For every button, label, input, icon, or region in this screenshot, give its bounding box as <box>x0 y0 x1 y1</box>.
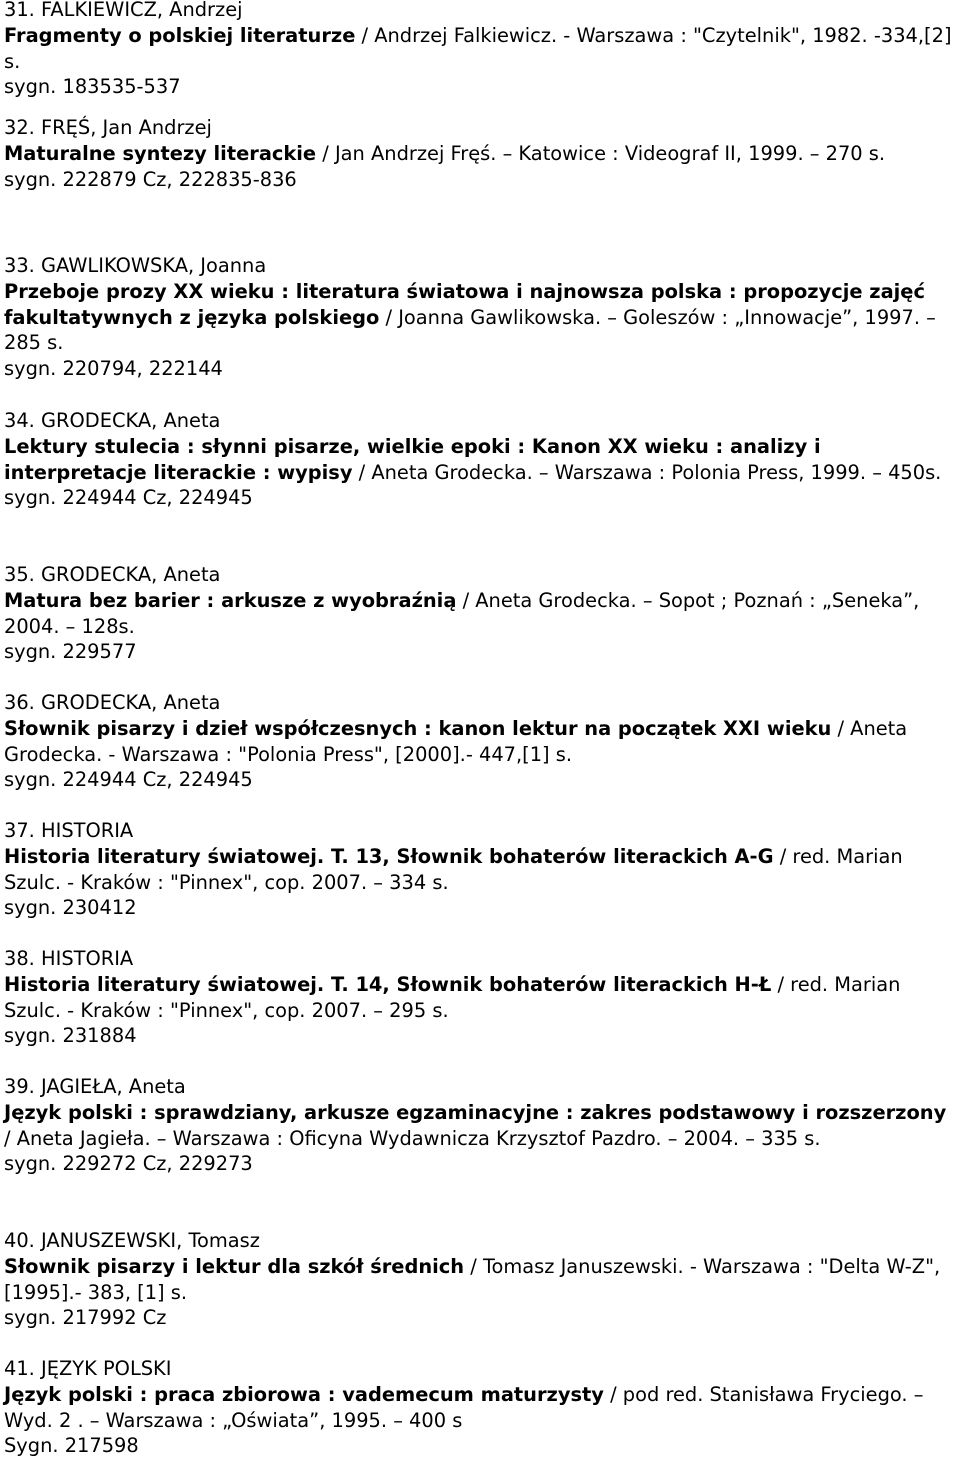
entry-title: Historia literatury światowej. T. 13, Słownik bohaterów literackich A-G <box>4 844 774 868</box>
bibliography-entry-40 <box>4 1228 956 1331</box>
entry-signature: sygn. 230412 <box>4 896 137 920</box>
entry-publication: / Aneta Grodecka. – Warszawa : Polonia Press, 1999. – 450s. <box>352 460 942 484</box>
bibliography-entry-34 <box>4 408 956 511</box>
entry-author: HISTORIA <box>41 819 134 842</box>
entry-title: Słownik pisarzy i dzieł współczesnych : kanon lektur na początek XXI wieku <box>4 716 832 740</box>
entry-title: Przeboje prozy XX wieku : literatura światowa i najnowsza polska : propozycje zajęć fakultatywnych z języka polskiego <box>4 279 925 329</box>
entry-signature: Sygn. 217598 <box>4 1434 139 1458</box>
bibliography-entry-39 <box>4 1074 956 1177</box>
entry-publication: / red. Marian Szulc. - Kraków : "Pinnex", cop. 2007. – 295 s. <box>4 972 901 1022</box>
entry-author: GRODECKA, Aneta <box>41 563 221 586</box>
entry-signature: sygn. 231884 <box>4 1024 137 1048</box>
entry-title: Matura bez barier : arkusze z wyobraźnią <box>4 588 457 612</box>
entry-number: 36. <box>4 691 35 714</box>
entry-signature: sygn. 224944 Cz, 224945 <box>4 768 253 792</box>
entry-number: 34. <box>4 409 35 432</box>
entry-author: JAGIEŁA, Aneta <box>41 1075 186 1098</box>
entry-signature: sygn. 217992 Cz <box>4 1306 167 1330</box>
entry-publication: / Aneta Jagieła. – Warszawa : Oficyna Wydawnicza Krzysztof Pazdro. – 2004. – 335 s. <box>4 1126 821 1150</box>
entry-number: 37. <box>4 819 35 842</box>
entry-publication: / red. Marian Szulc. - Kraków : "Pinnex", cop. 2007. – 334 s. <box>4 844 903 894</box>
bibliography-entry-31 <box>4 0 956 100</box>
entry-title: Język polski : praca zbiorowa : vademecum maturzysty <box>4 1382 604 1406</box>
entry-publication: / Tomasz Januszewski. - Warszawa : "Delta W-Z", [1995].- 383, [1] s. <box>4 1254 941 1304</box>
entry-title: Język polski : sprawdziany, arkusze egzaminacyjne : zakres podstawowy i rozszerzony <box>4 1100 947 1124</box>
bibliography-entry-41 <box>4 1356 956 1459</box>
entry-number: 31. <box>4 0 35 21</box>
entry-publication: / Aneta Grodecka. – Sopot ; Poznań : „Seneka”, 2004. – 128s. <box>4 588 920 638</box>
entry-publication: / pod red. Stanisława Fryciego. – Wyd. 2 . – Warszawa : „Oświata”, 1995. – 400 s <box>4 1382 924 1432</box>
entry-number: 39. <box>4 1075 35 1098</box>
entry-title: Słownik pisarzy i lektur dla szkół średnich <box>4 1254 465 1278</box>
entry-number: 35. <box>4 563 35 586</box>
entry-number: 33. <box>4 254 35 277</box>
bibliography-entry-38 <box>4 946 956 1049</box>
entry-signature: sygn. 224944 Cz, 224945 <box>4 486 253 510</box>
entry-signature: sygn. 220794, 222144 <box>4 357 223 381</box>
entry-publication: / Aneta Grodecka. - Warszawa : "Polonia Press", [2000].- 447,[1] s. <box>4 716 908 766</box>
bibliography-entry-37 <box>4 818 956 921</box>
bibliography-entry-36 <box>4 690 956 793</box>
entry-author: JĘZYK POLSKI <box>41 1357 172 1380</box>
entry-title: Maturalne syntezy literackie <box>4 141 317 165</box>
entry-title: Lektury stulecia : słynni pisarze, wielkie epoki : Kanon XX wieku : analizy i interpretacje literackie : wypisy <box>4 434 821 484</box>
entry-author: FRĘŚ, Jan Andrzej <box>41 116 212 139</box>
entry-signature: sygn. 183535-537 <box>4 75 181 99</box>
bibliography-entry-35 <box>4 562 956 665</box>
entry-author: GRODECKA, Aneta <box>41 691 221 714</box>
bibliography-entry-32 <box>4 115 956 192</box>
entry-number: 40. <box>4 1229 35 1252</box>
entry-title: Fragmenty o polskiej literaturze <box>4 23 356 47</box>
entry-author: FALKIEWICZ, Andrzej <box>41 0 243 21</box>
entry-title: Historia literatury światowej. T. 14, Słownik bohaterów literackich H-Ł <box>4 972 772 996</box>
entry-signature: sygn. 229272 Cz, 229273 <box>4 1152 253 1176</box>
entry-signature: sygn. 229577 <box>4 640 137 664</box>
entry-signature: sygn. 222879 Cz, 222835-836 <box>4 167 297 191</box>
entry-author: HISTORIA <box>41 947 134 970</box>
entry-number: 38. <box>4 947 35 970</box>
entry-author: GAWLIKOWSKA, Joanna <box>41 254 267 277</box>
entry-publication: / Jan Andrzej Fręś. – Katowice : Videograf II, 1999. – 270 s. <box>316 141 886 165</box>
bibliography-entry-33 <box>4 253 956 382</box>
entry-author: GRODECKA, Aneta <box>41 409 221 432</box>
entry-publication: / Andrzej Falkiewicz. - Warszawa : "Czytelnik", 1982. -334,[2] s. <box>4 23 952 73</box>
entry-number: 41. <box>4 1357 35 1380</box>
entry-number: 32. <box>4 116 35 139</box>
entry-publication: / Joanna Gawlikowska. – Goleszów : „Innowacje”, 1997. – 285 s. <box>4 305 936 355</box>
entry-author: JANUSZEWSKI, Tomasz <box>41 1229 260 1252</box>
